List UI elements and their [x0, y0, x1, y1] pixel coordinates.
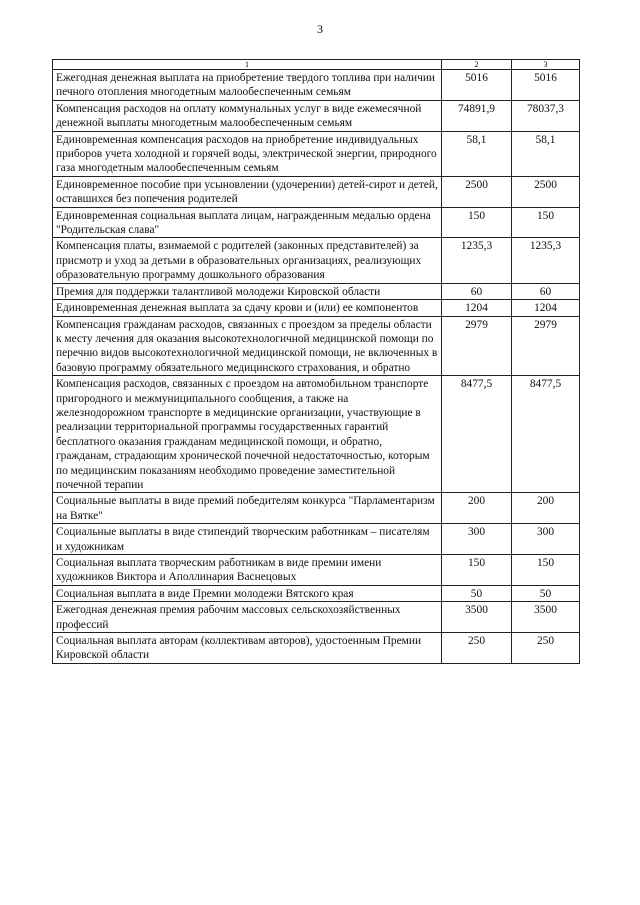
- row-value-col-3: 250: [512, 633, 580, 664]
- row-value-col-2: 50: [442, 585, 512, 601]
- row-value-col-3: 300: [512, 524, 580, 555]
- row-description: Социальные выплаты в виде премий победителям конкурса "Парламентаризм на Вятке": [53, 493, 442, 524]
- row-value-col-3: 200: [512, 493, 580, 524]
- header-col-3: 3: [512, 60, 580, 70]
- table-row: [53, 555, 580, 586]
- row-value-col-2: 2500: [442, 176, 512, 207]
- row-value-col-2: 1235,3: [442, 238, 512, 283]
- table-row: [53, 602, 580, 633]
- row-value-col-2: 200: [442, 493, 512, 524]
- table-row: [53, 238, 580, 283]
- table-row: [53, 207, 580, 238]
- row-value-col-3: 50: [512, 585, 580, 601]
- row-value-col-3: 150: [512, 207, 580, 238]
- row-description: Компенсация расходов, связанных с проездом на автомобильном транспорте пригородного и межмуниципального сообщения, а также на железнодорожном транспорте в медицинские организации, участвующие в реализации территориальной программы государственных гарантий бесплатного оказания гражданам медицинской помощи, и обратно, гражданам, страдающим хронической почечной недостаточностью, которым по медицинским показаниям необходимо проведение заместительной почечной терапии: [53, 376, 442, 493]
- row-description: Премия для поддержки талантливой молодежи Кировской области: [53, 283, 442, 299]
- row-value-col-2: 8477,5: [442, 376, 512, 493]
- row-description: Ежегодная денежная выплата на приобретение твердого топлива при наличии печного отопления многодетным малообеспеченным семьям: [53, 70, 442, 101]
- row-value-col-2: 3500: [442, 602, 512, 633]
- row-value-col-3: 60: [512, 283, 580, 299]
- table-row: [53, 633, 580, 664]
- table-row: [53, 316, 580, 376]
- table-row: [53, 283, 580, 299]
- table-row: [53, 585, 580, 601]
- row-value-col-2: 150: [442, 207, 512, 238]
- row-value-col-2: 5016: [442, 70, 512, 101]
- row-description: Социальные выплаты в виде стипендий творческим работникам – писателям и художникам: [53, 524, 442, 555]
- row-value-col-2: 2979: [442, 316, 512, 376]
- row-value-col-3: 2500: [512, 176, 580, 207]
- row-description: Компенсация расходов на оплату коммунальных услуг в виде ежемесячной денежной выплаты многодетным малообеспеченным семьям: [53, 100, 442, 131]
- table-row: [53, 131, 580, 176]
- row-value-col-3: 150: [512, 555, 580, 586]
- row-value-col-2: 74891,9: [442, 100, 512, 131]
- row-value-col-3: 78037,3: [512, 100, 580, 131]
- row-description: Единовременное пособие при усыновлении (удочерении) детей-сирот и детей, оставшихся без попечения родителей: [53, 176, 442, 207]
- row-value-col-3: 58,1: [512, 131, 580, 176]
- row-value-col-2: 58,1: [442, 131, 512, 176]
- row-value-col-3: 3500: [512, 602, 580, 633]
- table-row: [53, 376, 580, 493]
- page-number: 3: [317, 22, 323, 36]
- row-value-col-3: 1235,3: [512, 238, 580, 283]
- row-value-col-2: 250: [442, 633, 512, 664]
- row-description: Единовременная денежная выплата за сдачу крови и (или) ее компонентов: [53, 300, 442, 316]
- header-col-1: 1: [53, 60, 442, 70]
- row-description: Социальная выплата авторам (коллективам авторов), удостоенным Премии Кировской области: [53, 633, 442, 664]
- row-description: Социальная выплата в виде Премии молодежи Вятского края: [53, 585, 442, 601]
- table-row: [53, 70, 580, 101]
- row-value-col-3: 5016: [512, 70, 580, 101]
- row-value-col-3: 2979: [512, 316, 580, 376]
- row-value-col-3: 8477,5: [512, 376, 580, 493]
- table-header-row: [53, 60, 580, 70]
- row-description: Компенсация гражданам расходов, связанных с проездом за пределы области к месту лечения для оказания высокотехнологичной медицинской помощи по перечню видов высокотехнологичной медицинской помощи, не включенных в базовую программу обязательного медицинского страхования, и обратно: [53, 316, 442, 376]
- row-value-col-2: 60: [442, 283, 512, 299]
- header-col-2: 2: [442, 60, 512, 70]
- table-row: [53, 524, 580, 555]
- table-body: [53, 70, 580, 664]
- row-description: Ежегодная денежная премия рабочим массовых сельскохозяйственных профессий: [53, 602, 442, 633]
- table-row: [53, 493, 580, 524]
- row-description: Единовременная компенсация расходов на приобретение индивидуальных приборов учета холодной и горячей воды, электрической энергии, природного газа многодетным малообеспеченным семьям: [53, 131, 442, 176]
- budget-table: [52, 59, 580, 664]
- table-row: [53, 176, 580, 207]
- row-description: Компенсация платы, взимаемой с родителей (законных представителей) за присмотр и уход за детьми в образовательных организациях, реализующих образовательную программу дошкольного образования: [53, 238, 442, 283]
- table-row: [53, 300, 580, 316]
- row-description: Единовременная социальная выплата лицам, награжденным медалью ордена "Родительская слава": [53, 207, 442, 238]
- row-value-col-2: 1204: [442, 300, 512, 316]
- row-value-col-3: 1204: [512, 300, 580, 316]
- row-description: Социальная выплата творческим работникам в виде премии имени художников Виктора и Аполлинария Васнецовых: [53, 555, 442, 586]
- row-value-col-2: 300: [442, 524, 512, 555]
- table-row: [53, 100, 580, 131]
- row-value-col-2: 150: [442, 555, 512, 586]
